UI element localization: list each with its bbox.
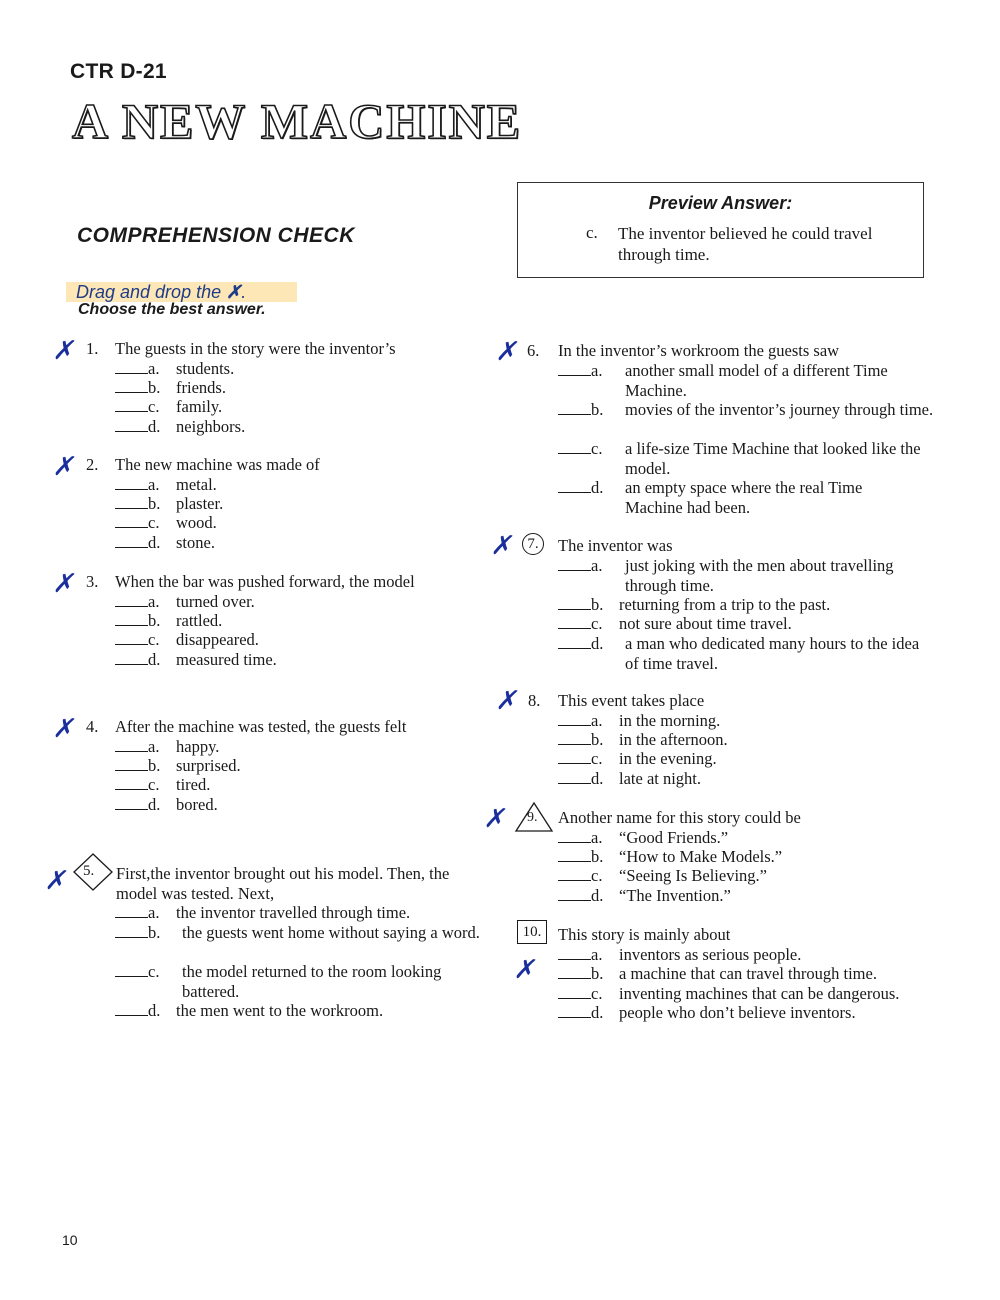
answer-blank[interactable] [558, 731, 591, 745]
answer-blank[interactable] [558, 848, 591, 862]
answer-blank[interactable] [115, 776, 148, 790]
draggable-x-mark[interactable]: ✗ [50, 714, 79, 744]
question-stem: The new machine was made of [115, 455, 320, 474]
answer-blank[interactable] [115, 631, 148, 645]
draggable-x-mark[interactable]: ✗ [511, 955, 540, 985]
answer-blank[interactable] [558, 867, 591, 881]
answer-blank[interactable] [115, 796, 148, 810]
answer-option[interactable]: c. disappeared. [115, 630, 259, 650]
question-stem: When the bar was pushed forward, the model [115, 572, 415, 591]
answer-option[interactable]: a. metal. [115, 475, 217, 495]
answer-option[interactable]: a. the inventor travelled through time. [115, 903, 500, 923]
answer-blank[interactable] [558, 712, 591, 726]
answer-option[interactable]: b. “How to Make Models.” [558, 847, 782, 867]
answer-option[interactable]: c. a life-size Time Machine that looked like the model. [558, 439, 938, 459]
draggable-x-mark[interactable]: ✗ [481, 804, 510, 834]
answer-blank[interactable] [558, 770, 591, 784]
answer-blank[interactable] [558, 401, 591, 415]
question-stem: model was tested. Next, [116, 884, 275, 903]
answer-blank[interactable] [558, 479, 591, 493]
answer-option[interactable]: b. movies of the inventor’s journey through time. [558, 400, 938, 420]
answer-option[interactable]: c. in the evening. [558, 749, 717, 769]
question-stem: This event takes place [558, 691, 705, 710]
answer-option[interactable]: d. bored. [115, 795, 218, 815]
answer-option[interactable]: d. measured time. [115, 650, 277, 670]
answer-option[interactable]: d. stone. [115, 533, 215, 553]
draggable-x-mark[interactable]: ✗ [50, 569, 79, 599]
question-stem: This story is mainly about [558, 925, 731, 944]
question-number: 3. [86, 572, 99, 591]
answer-blank[interactable] [115, 757, 148, 771]
boxed-question-number: 10. [517, 920, 547, 944]
answer-blank[interactable] [558, 946, 591, 960]
answer-option[interactable]: c. “Seeing Is Believing.” [558, 866, 767, 886]
preview-text: The inventor believed he could travel through time. [618, 224, 873, 264]
answer-option[interactable]: d. “The Invention.” [558, 886, 731, 906]
preview-letter: c. [586, 223, 598, 242]
draggable-x-mark[interactable]: ✗ [493, 686, 522, 716]
answer-blank[interactable] [558, 615, 591, 629]
answer-option[interactable]: c. tired. [115, 775, 210, 795]
answer-blank[interactable] [115, 534, 148, 548]
answer-option[interactable]: c. not sure about time travel. [558, 614, 938, 634]
answer-blank[interactable] [558, 635, 591, 649]
answer-option[interactable]: c. family. [115, 397, 222, 417]
answer-option[interactable]: a. just joking with the men about travelling through time. [558, 556, 938, 576]
draggable-x-mark[interactable]: ✗ [50, 452, 79, 482]
draggable-x-mark[interactable]: ✗ [42, 866, 71, 896]
question-stem: Another name for this story could be [558, 808, 801, 827]
question-number: 6. [527, 341, 540, 360]
draggable-x-mark[interactable]: ✗ [488, 531, 517, 561]
answer-option[interactable]: c. inventing machines that can be dangerous. [558, 984, 899, 1004]
answer-blank[interactable] [558, 596, 591, 610]
question-number: 4. [86, 717, 99, 736]
answer-option[interactable]: d. people who don’t believe inventors. [558, 1003, 856, 1023]
question-stem: The inventor was [558, 536, 673, 555]
answer-blank[interactable] [558, 557, 591, 571]
draggable-x-mark[interactable]: ✗ [493, 337, 522, 367]
answer-option[interactable]: a. “Good Friends.” [558, 828, 728, 848]
answer-option[interactable]: d. a man who dedicated many hours to the idea of time travel. [558, 634, 938, 654]
answer-option[interactable]: a. another small model of a different Time Machine. [558, 361, 938, 381]
answer-blank[interactable] [115, 904, 148, 918]
answer-blank[interactable] [115, 495, 148, 509]
question-number: 5. [83, 863, 95, 879]
answer-option[interactable]: b. returning from a trip to the past. [558, 595, 938, 615]
answer-option[interactable]: d. late at night. [558, 769, 701, 789]
answer-blank[interactable] [558, 965, 591, 979]
answer-blank[interactable] [558, 440, 591, 454]
instruction-choose: Choose the best answer. [78, 301, 266, 318]
answer-blank[interactable] [558, 887, 591, 901]
answer-option[interactable]: a. in the morning. [558, 711, 720, 731]
answer-blank[interactable] [115, 476, 148, 490]
answer-option[interactable]: d. an empty space where the real Time Machine had been. [558, 478, 938, 498]
answer-blank[interactable] [115, 593, 148, 607]
answer-option[interactable]: a. turned over. [115, 592, 255, 612]
question-number: 9. [527, 810, 538, 825]
answer-option[interactable]: b. friends. [115, 378, 226, 398]
answer-option[interactable]: d. the men went to the workroom. [115, 1001, 500, 1021]
answer-blank[interactable] [115, 738, 148, 752]
x-mark-icon: ✗ [226, 282, 242, 302]
page-title: A NEW MACHINE [72, 93, 523, 149]
answer-blank[interactable] [558, 750, 591, 764]
answer-blank[interactable] [115, 963, 148, 977]
answer-option[interactable]: b. rattled. [115, 611, 222, 631]
answer-option[interactable]: c. the model returned to the room looking battered. [115, 962, 500, 982]
question-stem: After the machine was tested, the guests felt [115, 717, 407, 736]
question-number: 1. [86, 339, 99, 358]
question-number: 2. [86, 455, 99, 474]
answer-option[interactable]: b. in the afternoon. [558, 730, 728, 750]
preview-title: Preview Answer: [648, 193, 793, 213]
draggable-x-mark[interactable]: ✗ [50, 336, 79, 366]
instruction-drag: Drag and drop the ✗. [76, 282, 247, 302]
answer-blank[interactable] [115, 514, 148, 528]
answer-option[interactable]: d. neighbors. [115, 417, 245, 437]
answer-option[interactable]: b. surprised. [115, 756, 241, 776]
answer-option[interactable]: b. plaster. [115, 494, 223, 514]
section-title: COMPREHENSION CHECK [77, 224, 355, 247]
answer-blank[interactable] [558, 1004, 591, 1018]
question-number: 8. [528, 691, 541, 710]
preview-answer-box [517, 182, 924, 278]
answer-blank[interactable] [558, 829, 591, 843]
page-number: 10 [62, 1232, 78, 1248]
question-stem: The guests in the story were the inventor’s [115, 339, 396, 358]
circled-question-number: 7. [522, 533, 544, 555]
question-stem: In the inventor’s workroom the guests saw [558, 341, 840, 360]
answer-option[interactable]: a. inventors as serious people. [558, 945, 801, 965]
answer-blank[interactable] [115, 360, 148, 374]
answer-blank[interactable] [115, 1002, 148, 1016]
answer-blank[interactable] [115, 398, 148, 412]
answer-option[interactable]: a. students. [115, 359, 234, 379]
answer-blank[interactable] [558, 362, 591, 376]
answer-blank[interactable] [115, 924, 148, 938]
answer-blank[interactable] [115, 379, 148, 393]
answer-blank[interactable] [558, 985, 591, 999]
answer-blank[interactable] [115, 651, 148, 665]
worksheet-code: CTR D-21 [70, 60, 167, 83]
answer-option[interactable]: b. the guests went home without saying a word. [115, 923, 500, 943]
answer-option[interactable]: a. happy. [115, 737, 219, 757]
answer-blank[interactable] [115, 612, 148, 626]
answer-option[interactable]: c. wood. [115, 513, 217, 533]
answer-option[interactable]: b. a machine that can travel through time. [558, 964, 877, 984]
question-stem: First,the inventor brought out his model. Then, the [116, 864, 450, 883]
answer-blank[interactable] [115, 418, 148, 432]
